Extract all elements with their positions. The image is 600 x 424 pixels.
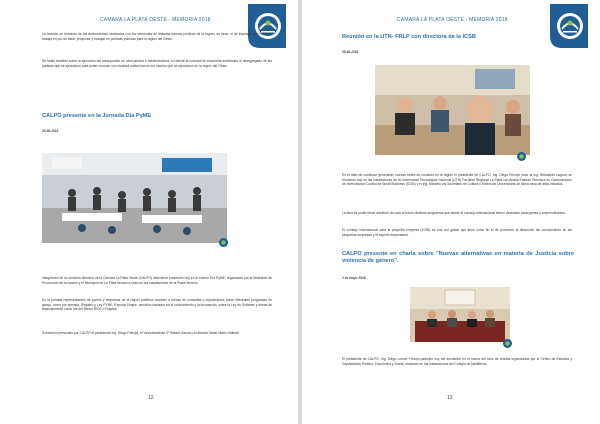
paragraph: Estuvieron presentes por CALPO el presidente Ing. Diego Principi, el Vicepresidente 3º Rafael García y el director titular Mario Halbutti. — [42, 331, 240, 335]
sticker-icon — [517, 152, 526, 161]
section-title: CALPO presente en charla sobre "Nuevas alternativas en materia de Justicia sobre violencia de género". — [342, 251, 574, 264]
section-date: 2 de mayo 2018 — [342, 276, 366, 280]
photo-pyme-event — [42, 153, 227, 243]
paragraph: La idea es poder llevar adelante de cara al futuro distintos programas que desde el consejo internacional tienen destinado para pymes y emprendedores. — [342, 211, 566, 215]
page-left — [0, 0, 298, 424]
page-right — [302, 0, 600, 424]
paragraph: La revisión en términos de los antecedentes realizados con los referentes de distintas fuerzas políticas de la región, es decir, el de impulsar una mesa de trabajo en pro de idear, proyectar y trabajar en políticas públicas para la región del Oeste. — [42, 32, 272, 41]
paragraph: Integrantes de la comisión directiva de la Cámara La Plata Oeste (CALPO) estuvieron presentes hoy en el evento Día PyME, organizado por el Ministerio de Producción de la Nación y el Municipio de La Plata llevado a cabo en las instalaciones de la Plaza Moreno. — [42, 276, 272, 285]
section-date: 25-06-2018 — [342, 50, 359, 54]
photo-icsb-meeting — [375, 65, 530, 155]
calpo-logo-icon — [542, 4, 588, 48]
sticker-icon — [219, 238, 228, 247]
paragraph: Se habló también sobre la ejecución del presupuesto en obra pública e infraestructura, en donde la concejal se encuentra solicitando el desagregado de las partidas que se ejecutaron para poder conocer con claridad cuáles fueron los montos que se ejecutaron en la región del Oeste. — [42, 59, 272, 68]
paragraph: El consejo internacional para la pequeña empresa (ICSB) es una red global que tiene como fin el de promover el desarrollo del conocimiento en las pequeñas empresas y el espíritu empresarial. — [342, 228, 572, 237]
calpo-logo-icon — [240, 4, 286, 48]
paragraph: En la jornada representantes de pymes y empresas de la región pudieron acceder a mesas de consultas y exposiciones sobre diferentes programas de apoyo, como por ejemplo, Registro y Ley PYME, Exporta Simple, servicios basados en el conocimiento y la innovación, sobre la Ley de Software y líneas de financiamiento como las del Banco BICE o Fogaba. — [42, 298, 272, 312]
page-number: 12 — [148, 395, 154, 401]
sticker-icon — [503, 339, 512, 348]
section-title: CALPO presente en la Jornada Día PyME — [42, 113, 152, 119]
section-title: Reunión en la UTN- FRLP con directora de la ICSB — [342, 34, 476, 40]
paragraph: El presidente de CALPO, Ing. Diego Leonel Principi participó hoy del encuentro en el marco del ciclo de charlas organizadas por el Centro de Estudios y Capacitación Política, Económica y Social, realizado en las instalaciones del Colegio de Martilleros. — [342, 357, 572, 366]
page-header: CAMARA LA PLATA OESTE - MEMORIA 2018 — [397, 17, 508, 23]
section-date: 25-06-2018 — [42, 129, 59, 133]
photo-gender-violence-talk — [410, 287, 510, 342]
paragraph: En el afán de continuar generando nuevas redes de contacto en la región el presidente de CALPO, Ing. Diego Principi junto al Ing. Sebastián Laguzzi se reunieron hoy en las instalaciones de la Universidad Tecnológica Nacional (UTN) Facultad Regional La Plata con Analía Pastran Directora en Comunicación de International Council for Small Business (ICSB) y el Ing. Marcelo Vai Secretario de Cultura y Extensión Universitaria de dicha casa de altos estudios. — [342, 173, 572, 187]
page-number: 13 — [447, 395, 453, 401]
page-header: CAMARA LA PLATA OESTE - MEMORIA 2018 — [100, 17, 211, 23]
